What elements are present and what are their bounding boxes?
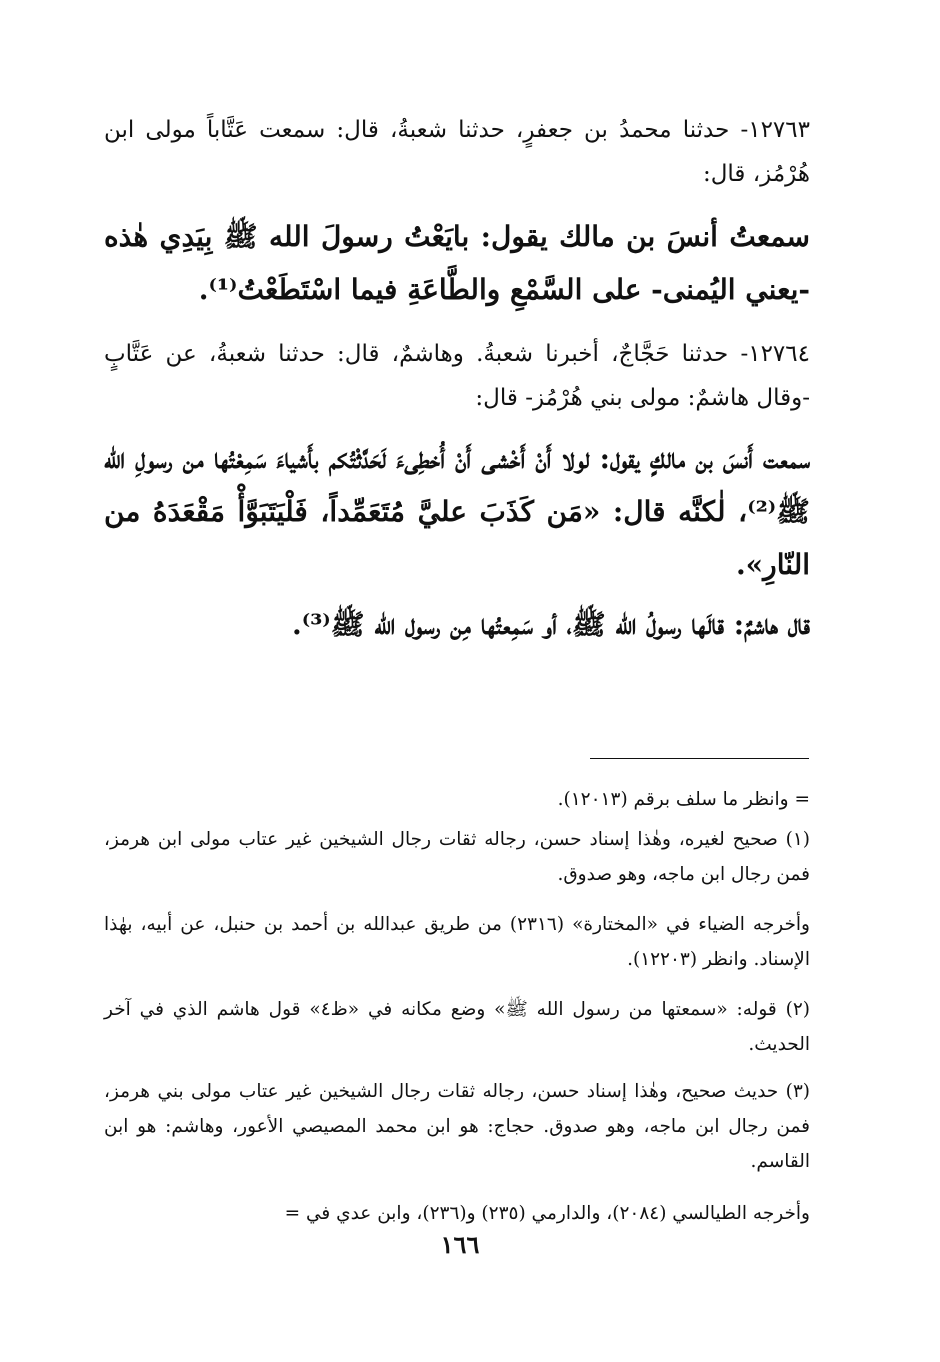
hadith-12764-isnad: ١٢٧٦٤- حدثنا حَجَّاجٌ، أخبرنا شعبةُ. وهاشمٌ، قال: حدثنا شعبةُ، عن عَتَّابٍ -وقال هاشمٌ: مولى بني هُرْمُز- قال: — [104, 341, 810, 411]
hadith-12763-matn: سمعتُ أنسَ بن مالك يقول: بايَعْتُ رسولَ الله ﷺ بِيَدِي هٰذه -يعني اليُمنى- على السَّمْعِ والطَّاعَةِ فيما اسْتَطَعْتُ⁽¹⁾. — [104, 220, 810, 306]
footnote-3: (٣) حديث صحيح، وهٰذا إسناد حسن، رجاله ثقات رجال الشيخين غير عتاب مولى بني هرمز، فمن رجال ابن ماجه، وهو صدوق. حجاج: هو ابن محمد المصيصي الأعور، وهاشم: هو ابن القاسم. — [104, 1081, 810, 1172]
footnote-3-continued: وأخرجه الطيالسي (٢٠٨٤)، والدارمي (٢٣٥) و(٢٣٦)، وابن عدي في = — [284, 1203, 810, 1224]
page-number: ١٦٦ — [440, 1230, 480, 1259]
footnote-divider — [590, 758, 809, 759]
footnote-continuation: = وانظر ما سلف برقم (١٢٠١٣). — [557, 789, 810, 810]
hadith-12764-matn: سمعت أَنسَ بن مالكٍ يقول: لولا أَنْ أَخْشى أَنْ أُخطِىءَ لَحَدَّثْتُكم بأَشياءَ سَمِعْتُها من رسولِ الله ﷺ⁽²⁾، لٰكنَّه قال: «مَن كَذَبَ عليَّ مُتَعَمِّداً، فَلْيَتَبَوَّأْ مَقْعَدَهُ من النّارِ». — [104, 442, 810, 581]
footnote-2: (٢) قوله: «سمعتها من رسول الله ﷺ» وضع مكانه في «ظ٤» قول هاشم الذي في آخر الحديث. — [104, 999, 810, 1055]
footnote-1-continued: وأخرجه الضياء في «المختارة» (٢٣١٦) من طريق عبدالله بن أحمد بن حنبل، عن أبيه، بهٰذا الإسناد. وانظر (١٢٢٠٣). — [104, 914, 810, 970]
hadith-12764-note: قال هاشمٌ: قالَها رسولُ الله ﷺ، أو سَمِعتُها مِن رسول الله ﷺ⁽³⁾. — [292, 608, 810, 641]
hadith-12763-isnad: ١٢٧٦٣- حدثنا محمدُ بن جعفرٍ، حدثنا شعبةُ، قال: سمعت عَتَّاباً مولى ابن هُرْمُز، قال: — [104, 117, 810, 187]
footnote-1: (١) صحيح لغيره، وهٰذا إسناد حسن، رجاله ثقات رجال الشيخين غير عتاب مولى ابن هرمز، فمن رجال ابن ماجه، وهو صدوق. — [104, 829, 810, 885]
